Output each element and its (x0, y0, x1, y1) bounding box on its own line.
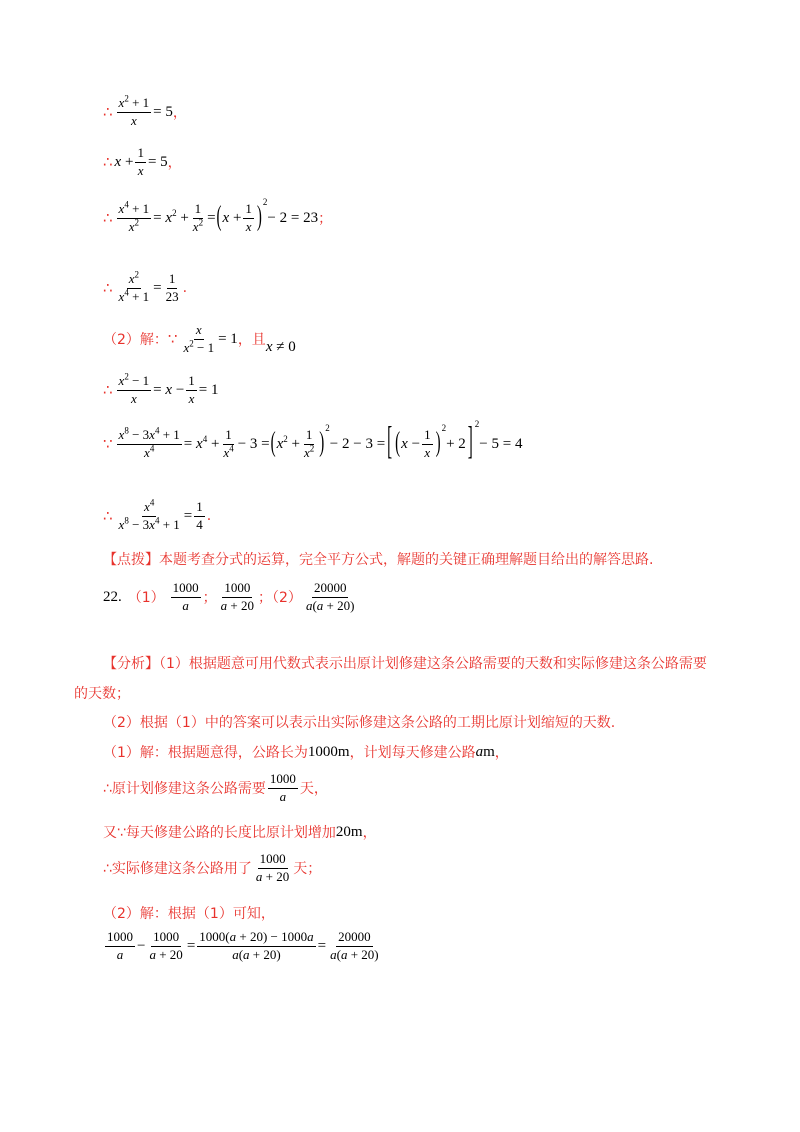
therefore-symbol: ∴ (103, 507, 113, 526)
fraction: $\frac{1}{x^2}$ (192, 201, 204, 234)
equation-line-2: ∴ x + $\frac{1}{x}$ = 5 ， (103, 145, 182, 178)
tip-note: 【点拨】本题考查分式的运算，完全平方公式，解题的关键正确理解题目给出的解答思路. (103, 552, 654, 568)
equation-line-8: ∴ $\frac{x^4}{x^8 - 3x^4 + 1}$ = $\frac{1}{4}$ . (103, 497, 212, 532)
solution-line-4: ∴实际修建这条公路用了 $\frac{1000}{a + 20}$ 天； (103, 851, 322, 884)
fraction: $\frac{x^2 + 1}{x}$ (118, 93, 150, 128)
question-number: 22. (103, 588, 122, 605)
fraction: $\frac{x^8 - 3x^4 + 1}{x^4}$ (118, 425, 180, 460)
therefore-symbol: ∴ (103, 381, 113, 400)
therefore-symbol: ∴ (103, 103, 113, 122)
therefore-symbol: ∴ (103, 209, 113, 228)
therefore-symbol: ∴ (103, 279, 113, 298)
equation-line-3: ∴ $\frac{x^4 + 1}{x^2}$ = $x^2$ + $\frac{1}{x^2}$ = ( x + $\frac{1}{x}$ ) 2 − 2 = 23 ； (103, 197, 333, 234)
fraction: $\frac{1}{x}$ (188, 373, 195, 406)
fraction: $\frac{1000}{a}$ (172, 580, 199, 613)
because-symbol: ∵ (167, 330, 178, 349)
fraction: $\frac{1}{x}$ (245, 201, 252, 234)
therefore-symbol: ∴ (103, 153, 113, 172)
analysis-line-1: 【分析】（1）根据题意可用代数式表示出原计划修建这条公路需要的天数和实际修建这条公路需要 (103, 656, 707, 672)
fraction: $\frac{1000}{a}$ (107, 929, 133, 962)
fraction: $\frac{1}{23}$ (165, 271, 179, 304)
fraction: $\frac{x^4 + 1}{x^2}$ (118, 199, 150, 234)
fraction: $\frac{x^4}{x^8 - 3x^4 + 1}$ (118, 497, 180, 532)
fraction: $\frac{x^2}{x^4 + 1}$ (118, 269, 150, 304)
analysis-line-2: 的天数； (74, 686, 130, 702)
equation-line-7: ∵ $\frac{x^8 - 3x^4 + 1}{x^4}$ = $x^4$ + $\frac{1}{x^4}$ − 3 = ( $x^2$ + $\frac{1}{x^2}$ ) 2 − 2 − 3 = [ ( x − $\frac{1}{x}$ ) 2 + 2 ] 2 − 5 = 4 (103, 419, 523, 464)
fraction: $\frac{1}{x^4}$ (223, 427, 234, 460)
solution-line-3: 又∵每天修建公路的长度比原计划增加 20m ， (103, 823, 377, 841)
analysis-line-3: （2）根据（1）中的答案可以表示出实际修建这条公路的工期比原计划缩短的天数. (103, 715, 616, 731)
fraction: $\frac{1000}{a + 20}$ (149, 929, 183, 962)
fraction: $\frac{1}{x^2}$ (304, 427, 315, 460)
fraction: $\frac{20000}{a(a + 20)}$ (330, 929, 379, 962)
fraction: $\frac{1}{4}$ (196, 499, 203, 532)
fraction: $\frac{1}{x}$ (424, 427, 431, 460)
solution-line-5: （2）解：根据（1）可知， (103, 906, 275, 922)
because-symbol: ∵ (103, 435, 113, 454)
fraction: $\frac{20000}{a(a + 20)}$ (305, 580, 355, 613)
equation-line-1: ∴ $\frac{x^2 + 1}{x}$ = 5 ， (103, 93, 187, 128)
equation-line-4: ∴ $\frac{x^2}{x^4 + 1}$ = $\frac{1}{23}$ . (103, 269, 188, 304)
equation-line-6: ∴ $\frac{x^2 - 1}{x}$ = x − $\frac{1}{x}$ = 1 (103, 371, 219, 406)
fraction: $\frac{x^2 - 1}{x}$ (118, 371, 150, 406)
equation-line-5: （2）解： ∵ $\frac{x}{x^2 - 1}$ = 1 ，且 x ≠ 0 (103, 322, 296, 355)
fraction: $\frac{1000(a + 20) - 1000a}{a(a + 20)}$ (199, 929, 314, 962)
fraction: $\frac{1000}{a}$ (269, 771, 296, 804)
solution-line-1: （1）解：根据题意得，公路长为 1000m ，计划每天修建公路 a m ， (103, 743, 509, 761)
fraction: $\frac{1000}{a + 20}$ (220, 580, 255, 613)
fraction: $\frac{x}{x^2 - 1}$ (183, 322, 215, 355)
final-equation: $\frac{1000}{a}$ − $\frac{1000}{a + 20}$ = $\frac{1000(a + 20) - 1000a}{a(a + 20)}$ = $\frac{20000}{a(a + 20)}$ (107, 929, 379, 962)
solution-line-2: ∴原计划修建这条公路需要 $\frac{1000}{a}$ 天， (103, 771, 328, 804)
fraction: $\frac{1}{x}$ (137, 145, 144, 178)
answer-line-22: 22. （1） $\frac{1000}{a}$ ； $\frac{1000}{a + 20}$ ；（2） $\frac{20000}{a(a + 20)}$ (103, 580, 355, 613)
fraction: $\frac{1000}{a + 20}$ (255, 851, 290, 884)
